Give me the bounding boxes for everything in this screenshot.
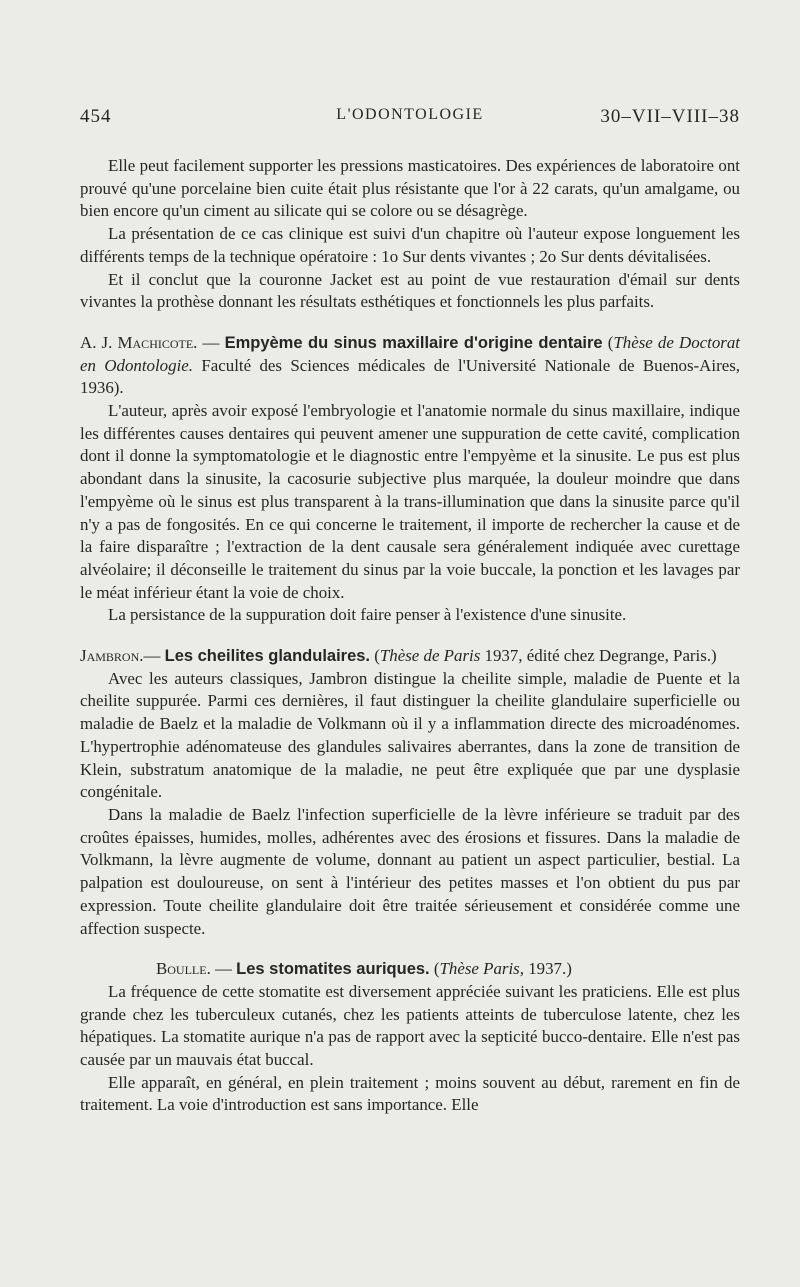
author-name: Jambron. — [80, 646, 144, 666]
page-number: 454 — [80, 106, 112, 127]
citation-open: ( — [370, 646, 380, 666]
citation-open: ( — [429, 959, 440, 979]
dash: — — [210, 959, 237, 979]
journal-title: L'ODONTOLOGIE — [336, 106, 484, 123]
citation-open: ( — [602, 332, 614, 352]
review-paragraph: Avec les auteurs classiques, Jambron distingue la cheilite simple, maladie de Puente et la cheilite suppurée. Parmi ces dernières, il faut distinguer la cheilite glandulaire superficielle ou maladie de Baelz et la maladie de Volkmann où il y a inflammation directe des microadénomes. L'hypertrophie adénomateuse des glandules salivaires aberrantes, dans la zone de transition de Klein, substratum anatomique de la maladie, ne peut être expliquée que par une dysplasie congénitale. — [80, 668, 740, 802]
citation-italic: Thèse de Doctorat en Odontologie. — [80, 332, 740, 375]
author-name: Boulle. — [156, 959, 211, 979]
intro-paragraph-2: La présentation de ce cas clinique est suivi d'un chapitre où l'auteur expose longuement les différents temps de la technique opératoire : 1o Sur dents vivantes ; 2o Sur dents dévitalisées. — [80, 224, 740, 266]
issue-date: 30–VII–VIII–38 — [600, 106, 740, 127]
review-paragraph: L'auteur, après avoir exposé l'embryologie et l'anatomie normale du sinus maxillaire, indique les différentes causes dentaires qui peuvent amener une suppuration de cette cavité, complication dont il donne la symptomatologie et le diagnostic entre l'empyème et la sinusite. Le pus est plus abondant dans la sinusite, la cacosurie subjective plus marquée, la douleur moindre que dans l'empyème où le sinus est plus transparent à la trans-illumination que dans la sinusite parce qu'il n'y a pas de fongosités. En ce qui concerne le traitement, il importe de rechercher la cause et de la faire disparaître ; l'extraction de la dent causale sera généralement indiquée avec curettage alvéolaire; il déconseille le traitement du sinus par la voie buccale, la ponction et les lavages par le méat inférieur étant la voie de choix. — [80, 401, 740, 602]
review-paragraph: La persistance de la suppuration doit faire penser à l'existence d'une sinusite. — [108, 605, 627, 625]
review-paragraph: La fréquence de cette stomatite est diversement appréciée suivant les praticiens. Elle est plus grande chez les tuberculeux cutanés, chez les patients atteints de tuberculose latente, chez les hépatiques. La stomatite aurique n'a pas de rapport avec la septicité bucco-dentaire. Elle n'est pas causée par un mauvais état buccal. — [80, 981, 740, 1070]
running-header — [80, 106, 740, 136]
review-title: Les stomatites auriques. — [236, 960, 430, 979]
intro-paragraph-3: Et il conclut que la couronne Jacket est au point de vue restauration d'émail sur dents vivantes la prothèse donnant les résultats esthétiques et fonctionnels les plus parfaits. — [80, 269, 740, 312]
review-heading-jambron — [80, 645, 740, 668]
review-paragraph: Dans la maladie de Baelz l'infection superficielle de la lèvre inférieure se traduit par des croûtes épaisses, humides, molles, adhérentes avec des érosions et fissures. Dans la maladie de Volkmann, la lèvre augmente de volume, donnant au patient un aspect particulier, bestial. La palpation est douloureuse, on sent à l'intérieur des petites masses et l'on obtient du pus par expression. Toute cheilite glandulaire doit être traitée sérieusement et considérée comme une affection suspecte. — [80, 804, 740, 938]
citation-italic: Thèse Paris, — [439, 959, 524, 979]
citation-rest: 1937, édité chez Degrange, Paris.) — [480, 646, 717, 666]
citation-rest: Faculté des Sciences médicales de l'Université Nationale de Buenos-Aires, 1936). — [80, 355, 740, 398]
author-name: Machicote. — [117, 332, 198, 352]
page-body — [80, 155, 740, 1117]
dash: — — [143, 646, 165, 666]
intro-paragraph-1: Elle peut facilement supporter les pressions masticatoires. Des expériences de laboratoire ont prouvé qu'une porcelaine bien cuite était plus résistante que l'or à 22 carats, qu'un amalgame, ou bien encore qu'un ciment au silicate qui se colore ou se désagrège. — [80, 156, 740, 221]
review-heading-machicote — [80, 332, 740, 400]
review-paragraph: Elle apparaît, en général, en plein traitement ; moins souvent au début, rarement en fin de traitement. La voie d'introduction est sans importance. Elle — [80, 1072, 740, 1115]
review-heading-boulle — [80, 958, 740, 981]
citation-italic: Thèse de Paris — [379, 646, 481, 666]
review-title: Empyème du sinus maxillaire d'origine dentaire — [224, 333, 603, 352]
author-prefix: A. J. — [80, 332, 118, 352]
dash: — — [197, 332, 225, 352]
citation-rest: 1937.) — [523, 959, 572, 979]
review-title: Les cheilites glandulaires. — [164, 647, 371, 666]
